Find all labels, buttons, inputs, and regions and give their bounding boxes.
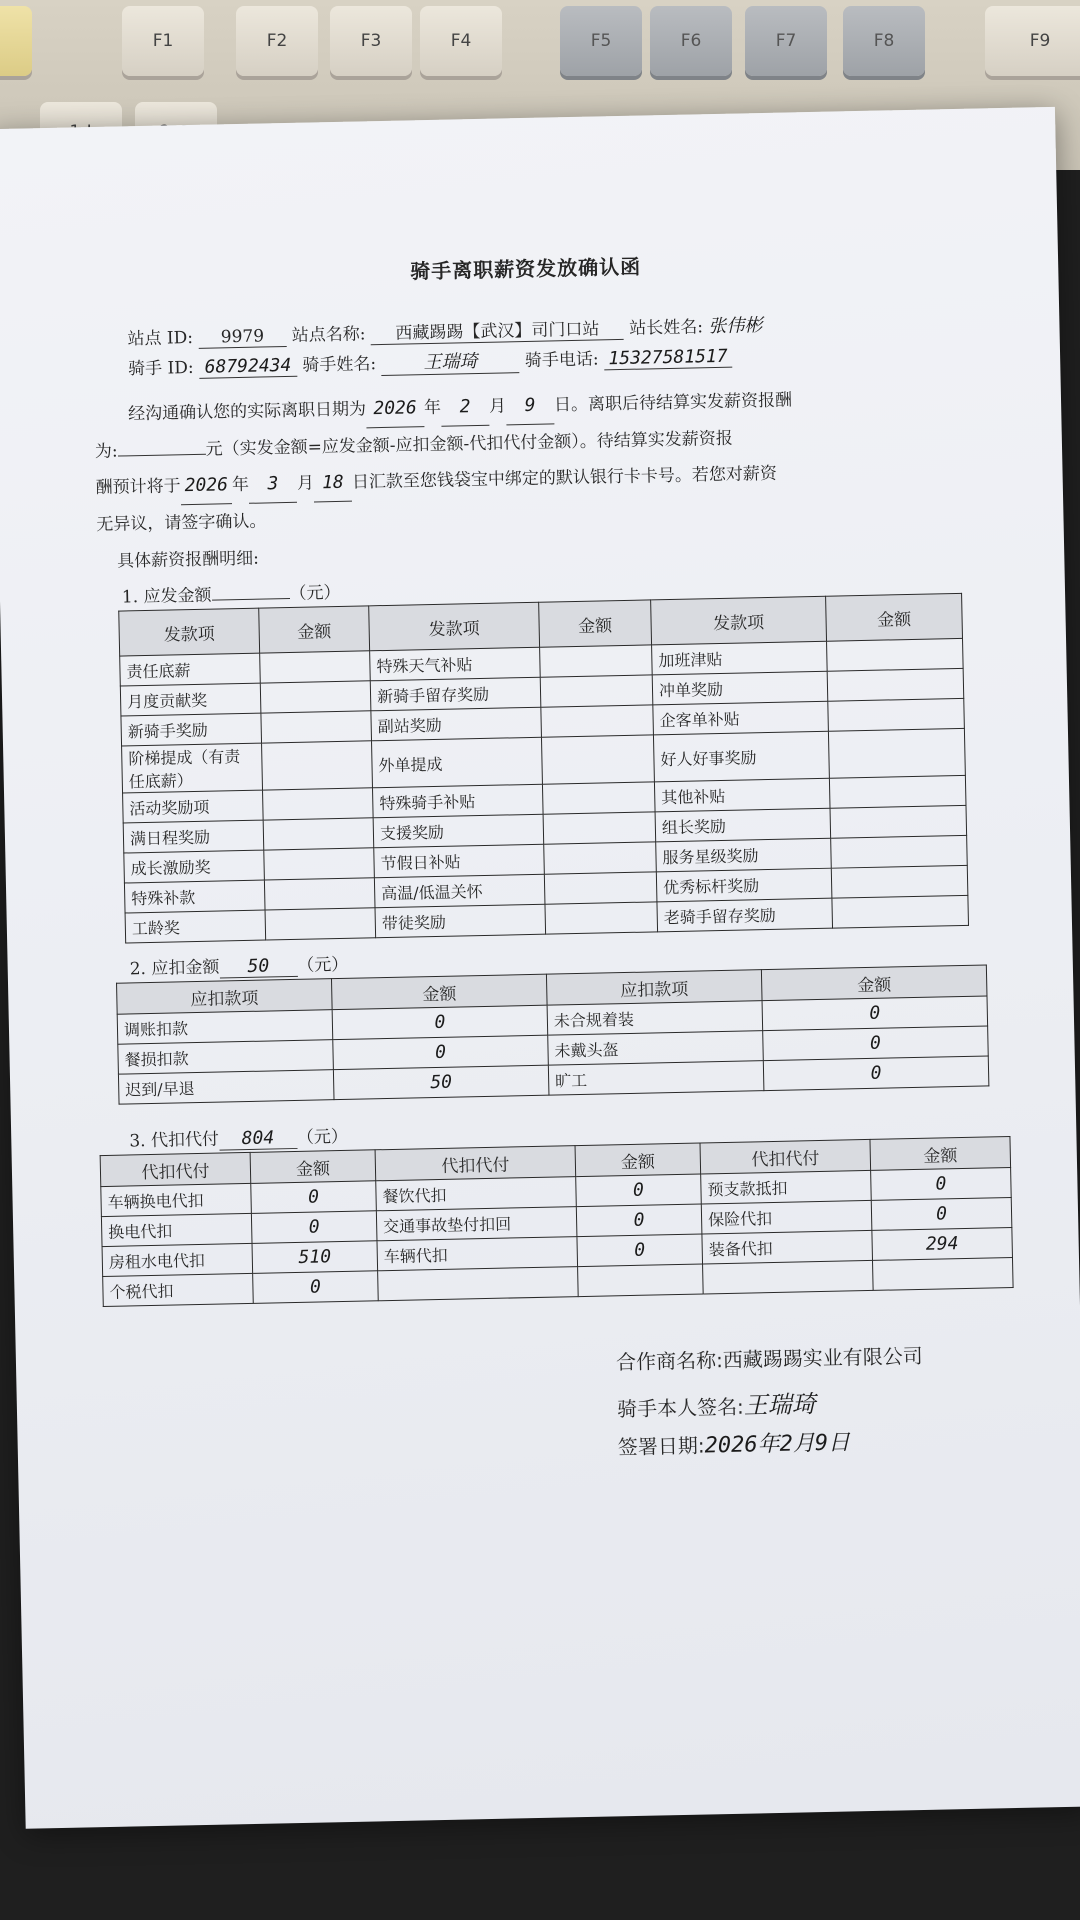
amount-cell: 0 bbox=[576, 1204, 702, 1237]
header-cell: 发款项 bbox=[651, 596, 827, 645]
item-cell: 特殊天气补贴 bbox=[370, 647, 541, 681]
header-cell: 发款项 bbox=[119, 608, 260, 656]
key-f9: F9 bbox=[985, 6, 1080, 76]
rider-id-label: 骑手 ID: bbox=[127, 357, 194, 380]
leave-month: 2 bbox=[441, 389, 490, 427]
section1-label: 1. 应发金额 bbox=[121, 585, 212, 608]
header-cell: 应扣款项 bbox=[117, 979, 333, 1014]
amount-cell: 0 bbox=[763, 1056, 989, 1091]
item-cell: 车辆换电代扣 bbox=[101, 1183, 252, 1216]
item-cell: 带徒奖励 bbox=[375, 904, 546, 938]
confirmation-paragraph bbox=[94, 380, 897, 543]
key-f5: F5 bbox=[560, 6, 642, 76]
amount-cell bbox=[262, 741, 373, 790]
leave-day: 9 bbox=[506, 387, 555, 425]
item-cell: 未合规着装 bbox=[547, 1001, 763, 1035]
amount-cell bbox=[827, 668, 964, 701]
item-cell: 新骑手奖励 bbox=[121, 713, 262, 746]
year-char-2: 年 bbox=[231, 474, 250, 496]
item-cell: 优秀标杆奖励 bbox=[656, 868, 832, 902]
amount-cell bbox=[873, 1257, 1014, 1290]
item-cell: 旷工 bbox=[548, 1061, 764, 1095]
item-cell: 房租水电代扣 bbox=[102, 1243, 253, 1276]
amount-cell bbox=[263, 818, 374, 850]
amount-cell: 0 bbox=[333, 1035, 549, 1069]
section2-table bbox=[116, 964, 989, 1104]
amount-cell bbox=[830, 805, 967, 838]
header-cell: 金额 bbox=[826, 593, 963, 641]
section1-table bbox=[118, 593, 969, 944]
item-cell: 满日程奖励 bbox=[123, 820, 264, 853]
manager-name-handwritten: 张伟彬 bbox=[708, 315, 763, 338]
amount-cell bbox=[544, 842, 657, 874]
item-cell: 节假日补贴 bbox=[374, 844, 545, 878]
amount-cell bbox=[541, 735, 654, 784]
header-cell: 代扣代付 bbox=[100, 1152, 251, 1186]
day-char: 日 bbox=[553, 395, 572, 416]
item-cell: 加班津贴 bbox=[652, 641, 828, 675]
item-cell: 阶梯提成（有责任底薪） bbox=[122, 743, 263, 793]
item-cell: 预支款抵扣 bbox=[701, 1170, 872, 1204]
item-cell: 其他补贴 bbox=[654, 778, 830, 812]
item-cell bbox=[378, 1267, 579, 1301]
amount-cell bbox=[260, 681, 371, 713]
amount-cell: 0 bbox=[763, 1026, 989, 1061]
manager-label: 站长姓名: bbox=[629, 317, 704, 339]
key-f7: F7 bbox=[745, 6, 827, 76]
amount-cell: 0 bbox=[251, 1181, 377, 1214]
amount-cell bbox=[827, 638, 964, 671]
key-f1: F1 bbox=[122, 6, 204, 76]
key-f4: F4 bbox=[420, 6, 502, 76]
section1-unit: （元） bbox=[289, 582, 341, 604]
amount-cell bbox=[578, 1264, 704, 1297]
item-cell: 装备代扣 bbox=[702, 1230, 873, 1264]
rider-phone-handwritten: 15327581517 bbox=[604, 346, 732, 371]
signature-label: 骑手本人签名: bbox=[616, 1394, 745, 1422]
amount-cell bbox=[263, 788, 374, 820]
item-cell: 车辆代扣 bbox=[377, 1237, 578, 1271]
item-cell bbox=[703, 1260, 874, 1294]
amount-cell bbox=[541, 705, 654, 737]
section2-heading bbox=[129, 950, 348, 981]
sign-date-label: 签署日期: bbox=[617, 1433, 705, 1460]
header-cell: 金额 bbox=[259, 606, 370, 653]
key-f6: F6 bbox=[650, 6, 732, 76]
rider-name-label: 骑手姓名: bbox=[302, 354, 377, 376]
amount-cell bbox=[831, 865, 968, 898]
section3-table bbox=[100, 1136, 1014, 1307]
header-cell: 代扣代付 bbox=[700, 1139, 871, 1174]
item-cell: 月度贡献奖 bbox=[120, 683, 261, 716]
item-cell: 责任底薪 bbox=[120, 653, 261, 686]
amount-cell bbox=[828, 698, 965, 731]
amount-cell bbox=[265, 908, 376, 940]
station-name-value: 西藏踢踢【武汉】司门口站 bbox=[371, 314, 624, 345]
amount-cell: 0 bbox=[332, 1005, 548, 1039]
item-cell: 好人好事奖励 bbox=[653, 731, 829, 782]
para-text-4: 元（实发金额=应发金额-应扣金额-代扣代付金额）。待结算实发薪资报 bbox=[205, 428, 733, 460]
signature-handwritten: 王瑞琦 bbox=[743, 1390, 817, 1420]
header-cell: 应扣款项 bbox=[546, 970, 762, 1005]
amount-cell: 0 bbox=[251, 1211, 377, 1244]
item-cell: 迟到/早退 bbox=[118, 1070, 334, 1104]
amount-cell bbox=[829, 775, 966, 808]
amount-cell bbox=[540, 675, 653, 707]
item-cell: 未戴头盔 bbox=[548, 1031, 764, 1065]
item-cell: 个税代扣 bbox=[103, 1273, 254, 1306]
item-cell: 服务星级奖励 bbox=[656, 838, 832, 872]
rider-name-handwritten: 王瑞琦 bbox=[381, 346, 520, 376]
item-cell: 组长奖励 bbox=[655, 808, 831, 842]
amount-cell: 0 bbox=[871, 1198, 1012, 1231]
partner-label: 合作商名称: bbox=[615, 1348, 724, 1375]
key-f2: F2 bbox=[236, 6, 318, 76]
item-cell: 老骑手留存奖励 bbox=[657, 898, 833, 932]
document-title: 骑手离职薪资发放确认函 bbox=[409, 254, 642, 284]
amount-cell bbox=[544, 872, 657, 904]
partner-name: 西藏踢踢实业有限公司 bbox=[722, 1343, 924, 1373]
pay-day: 18 bbox=[314, 465, 353, 503]
station-name-label: 站点名称: bbox=[291, 324, 366, 346]
sign-date-handwritten: 2026年2月9日 bbox=[704, 1430, 851, 1459]
section2-amount: 50 bbox=[219, 955, 297, 979]
amount-cell: 510 bbox=[252, 1241, 378, 1274]
month-char-2: 月 bbox=[296, 473, 315, 494]
document-page bbox=[0, 107, 1080, 1829]
amount-cell: 0 bbox=[762, 996, 988, 1031]
para-text-3: 为: bbox=[94, 441, 118, 463]
item-cell: 新骑手留存奖励 bbox=[370, 677, 541, 711]
amount-cell bbox=[828, 728, 965, 778]
para-text-1: 经沟通确认您的实际离职日期为 bbox=[127, 399, 367, 425]
key-esc bbox=[0, 6, 32, 76]
item-cell: 餐损扣款 bbox=[118, 1040, 334, 1074]
amount-cell bbox=[543, 812, 656, 844]
amount-cell bbox=[831, 835, 968, 868]
header-cell: 代扣代付 bbox=[375, 1146, 576, 1181]
month-char: 月 bbox=[488, 396, 507, 417]
item-cell: 高温/低温关怀 bbox=[374, 874, 545, 908]
item-cell: 工龄奖 bbox=[125, 910, 266, 943]
pay-year: 2026 bbox=[180, 467, 232, 505]
item-cell: 特殊补款 bbox=[124, 880, 265, 913]
section3-unit: （元） bbox=[296, 1126, 349, 1148]
header-cell: 金额 bbox=[761, 965, 987, 1001]
item-cell: 支援奖励 bbox=[373, 814, 544, 848]
item-cell: 外单提成 bbox=[372, 737, 543, 788]
amount-cell bbox=[832, 895, 969, 928]
key-f8: F8 bbox=[843, 6, 925, 76]
header-cell: 金额 bbox=[870, 1137, 1011, 1171]
rider-id-handwritten: 68792434 bbox=[199, 355, 297, 379]
amount-cell: 0 bbox=[253, 1271, 379, 1304]
amount-cell bbox=[540, 645, 653, 677]
header-cell: 金额 bbox=[250, 1150, 376, 1184]
item-cell: 特殊骑手补贴 bbox=[372, 784, 543, 818]
item-cell: 调账扣款 bbox=[117, 1010, 333, 1044]
amount-cell: 0 bbox=[871, 1168, 1012, 1201]
item-cell: 换电代扣 bbox=[101, 1213, 252, 1246]
amount-cell bbox=[264, 878, 375, 910]
section2-label: 2. 应扣金额 bbox=[129, 957, 220, 980]
section2-unit: （元） bbox=[297, 954, 349, 976]
section3-amount: 804 bbox=[219, 1127, 297, 1151]
detail-heading: 具体薪资报酬明细: bbox=[116, 548, 260, 572]
net-pay-blank bbox=[118, 454, 206, 457]
amount-cell bbox=[260, 651, 371, 683]
amount-cell: 0 bbox=[577, 1234, 703, 1267]
sign-date-line bbox=[618, 1425, 851, 1461]
header-cell: 金额 bbox=[575, 1143, 701, 1177]
para-text-5: 酬预计将于 bbox=[95, 476, 181, 499]
amount-cell: 294 bbox=[872, 1227, 1013, 1260]
section3-heading bbox=[129, 1122, 348, 1153]
item-cell: 交通事故垫付扣回 bbox=[376, 1207, 577, 1241]
year-char: 年 bbox=[423, 397, 442, 419]
amount-cell: 50 bbox=[333, 1065, 549, 1099]
amount-cell: 0 bbox=[576, 1174, 702, 1207]
station-id-label: 站点 ID: bbox=[127, 327, 194, 350]
amount-cell bbox=[261, 711, 372, 743]
para-text-7: 无异议，请签字确认。 bbox=[96, 511, 267, 536]
partner-line bbox=[616, 1340, 923, 1375]
para-text-2: 。离职后待结算实发薪资报酬 bbox=[570, 390, 793, 416]
signature-line bbox=[617, 1384, 816, 1423]
item-cell: 副站奖励 bbox=[371, 707, 542, 741]
item-cell: 成长激励奖 bbox=[124, 850, 265, 883]
section1-heading bbox=[122, 578, 341, 608]
leave-year: 2026 bbox=[366, 390, 425, 428]
item-cell: 冲单奖励 bbox=[652, 671, 828, 705]
section3-label: 3. 代扣代付 bbox=[129, 1129, 220, 1152]
amount-cell bbox=[545, 902, 658, 934]
section1-amount bbox=[212, 598, 290, 601]
header-cell: 发款项 bbox=[369, 602, 540, 651]
item-cell: 活动奖励项 bbox=[123, 790, 264, 823]
rider-phone-label: 骑手电话: bbox=[524, 349, 599, 372]
item-cell: 餐饮代扣 bbox=[376, 1177, 577, 1211]
amount-cell bbox=[542, 782, 655, 814]
key-f3: F3 bbox=[330, 6, 412, 76]
item-cell: 企客单补贴 bbox=[653, 701, 829, 735]
header-cell: 金额 bbox=[331, 974, 547, 1009]
pay-month: 3 bbox=[249, 466, 298, 504]
para-text-6: 日汇款至您钱袋宝中绑定的默认银行卡卡号。若您对薪资 bbox=[351, 463, 778, 493]
station-id-value: 9979 bbox=[198, 326, 286, 349]
amount-cell bbox=[264, 848, 375, 880]
header-cell: 金额 bbox=[539, 600, 652, 647]
item-cell: 保险代扣 bbox=[701, 1200, 872, 1234]
